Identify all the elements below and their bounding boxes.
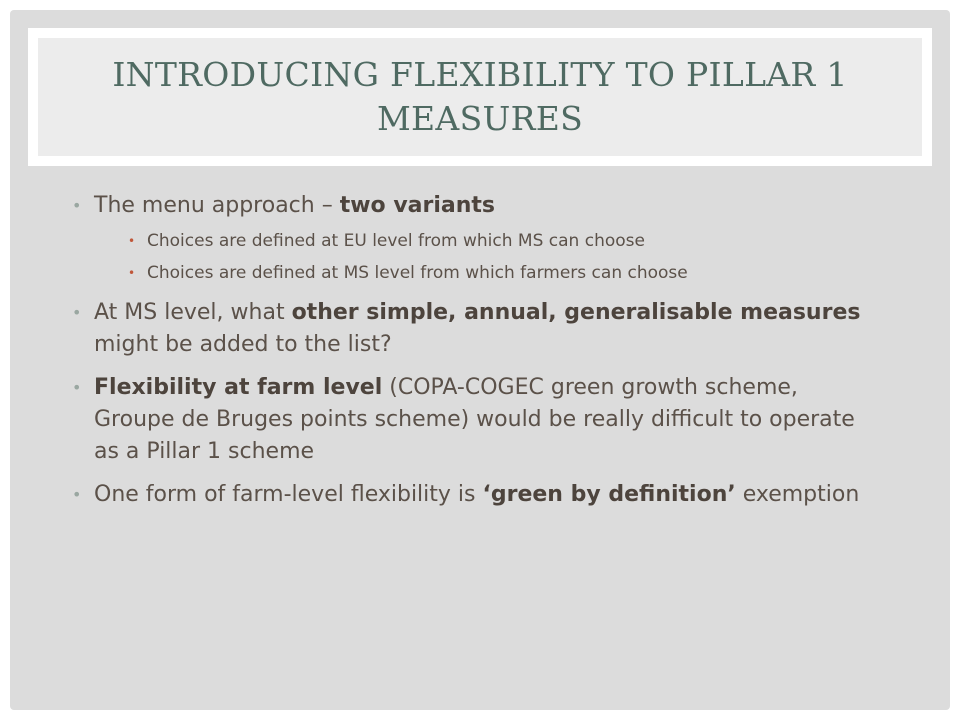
sub-bullet-dot-icon: • xyxy=(128,266,136,280)
bullet-text-post: (COPA-COGEC green growth scheme, Groupe de Bruges points scheme) would be really difficult to operate as a Pillar 1 scheme xyxy=(94,375,855,464)
bullet-text-bold: other simple, annual, generalisable measures xyxy=(291,300,861,325)
bullet-dot-icon: • xyxy=(72,196,82,215)
sub-bullet-list xyxy=(94,228,872,286)
bullet-dot-icon: • xyxy=(72,303,82,322)
title-box xyxy=(38,38,922,156)
bullet-text-bold: Flexibility at farm level xyxy=(94,375,383,400)
bullet-item-farm-level xyxy=(72,372,872,468)
bullet-text-bold: two variants xyxy=(339,193,496,218)
bullet-text-post: exemption xyxy=(735,482,860,507)
bullet-list xyxy=(72,190,872,511)
slide-title: INTRODUCING FLEXIBILITY TO PILLAR 1 MEASURES xyxy=(112,55,848,138)
bullet-text-pre: At MS level, what xyxy=(94,300,292,325)
slide-body xyxy=(72,190,872,522)
bullet-dot-icon: • xyxy=(72,378,82,397)
bullet-text-bold: ‘green by definition’ xyxy=(482,482,736,507)
bullet-item-ms-level xyxy=(72,297,872,361)
sub-bullet-item xyxy=(116,228,872,254)
sub-bullet-text: Choices are defined at MS level from which farmers can choose xyxy=(147,263,688,283)
bullet-text-post: might be added to the list? xyxy=(94,332,392,357)
bullet-dot-icon: • xyxy=(72,485,82,504)
sub-bullet-dot-icon: • xyxy=(128,234,136,248)
bullet-text-pre: The menu approach – xyxy=(94,193,340,218)
bullet-text-pre: One form of farm-level flexibility is xyxy=(94,482,483,507)
bullet-item-green-by-definition xyxy=(72,479,872,511)
sub-bullet-text: Choices are defined at EU level from which MS can choose xyxy=(147,231,645,251)
bullet-item-menu-approach xyxy=(72,190,872,286)
sub-bullet-item xyxy=(116,260,872,286)
